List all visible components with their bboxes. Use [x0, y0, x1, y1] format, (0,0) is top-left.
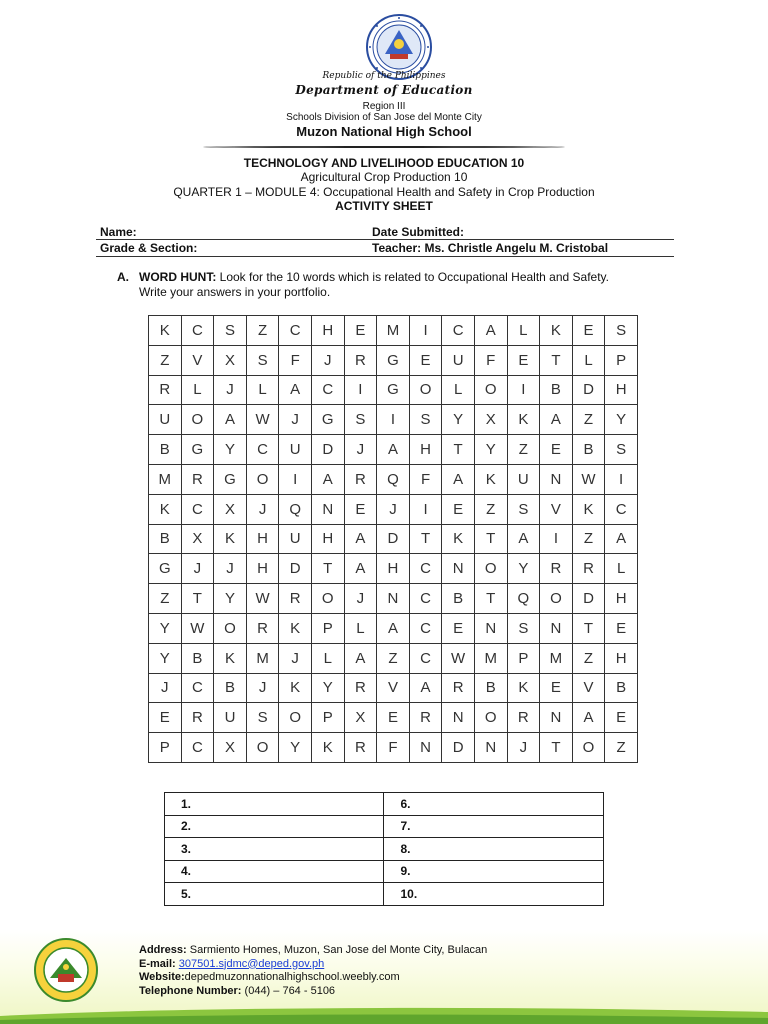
grid-letter: N	[474, 613, 507, 643]
grid-letter: S	[507, 613, 540, 643]
grid-letter: D	[572, 584, 605, 614]
school-logo-icon	[34, 938, 98, 1002]
grid-letter: E	[540, 435, 573, 465]
grid-row	[149, 613, 638, 643]
grid-letter: O	[246, 464, 279, 494]
grid-letter: C	[246, 435, 279, 465]
grid-letter: Y	[214, 435, 247, 465]
website-text: depedmuzonnationalhighschool.weebly.com	[184, 971, 400, 983]
grid-letter: L	[605, 554, 638, 584]
email-label: E-mail:	[139, 957, 176, 970]
school-name: Muzon National High School	[296, 124, 472, 139]
header-divider	[203, 146, 565, 148]
answer-cell[interactable]: 2.	[165, 815, 384, 838]
grid-letter: A	[377, 613, 410, 643]
grid-letter: H	[409, 435, 442, 465]
grid-letter: F	[377, 733, 410, 763]
answer-cell[interactable]: 6.	[384, 793, 604, 816]
grid-letter: K	[279, 673, 312, 703]
grid-letter: H	[605, 375, 638, 405]
grid-letter: C	[409, 554, 442, 584]
grid-letter: C	[442, 316, 475, 346]
grid-row	[149, 375, 638, 405]
grid-letter: O	[214, 613, 247, 643]
grid-row	[149, 584, 638, 614]
grid-letter: I	[377, 405, 410, 435]
grid-letter: J	[344, 435, 377, 465]
grid-letter: C	[409, 613, 442, 643]
grid-letter: R	[344, 733, 377, 763]
grid-letter: G	[181, 435, 214, 465]
grid-letter: V	[377, 673, 410, 703]
grid-letter: U	[279, 524, 312, 554]
grid-letter: S	[409, 405, 442, 435]
grid-letter: V	[540, 494, 573, 524]
grid-row	[149, 405, 638, 435]
phone-label: Telephone Number:	[139, 984, 242, 997]
grid-letter: Z	[572, 524, 605, 554]
grid-letter: I	[344, 375, 377, 405]
grid-letter: O	[181, 405, 214, 435]
grid-letter: T	[311, 554, 344, 584]
grid-letter: A	[377, 435, 410, 465]
grid-letter: E	[344, 316, 377, 346]
grid-letter: X	[214, 345, 247, 375]
grid-letter: W	[442, 643, 475, 673]
grid-letter: J	[279, 405, 312, 435]
grid-letter: T	[474, 524, 507, 554]
grid-letter: L	[246, 375, 279, 405]
grid-letter: V	[572, 673, 605, 703]
grid-letter: R	[572, 554, 605, 584]
grid-letter: B	[540, 375, 573, 405]
grid-letter: E	[605, 703, 638, 733]
grid-letter: A	[605, 524, 638, 554]
answer-cell[interactable]: 10.	[384, 883, 604, 906]
grid-letter: H	[246, 524, 279, 554]
grid-letter: U	[442, 345, 475, 375]
grid-letter: G	[214, 464, 247, 494]
phone-text: (044) – 764 - 5106	[241, 984, 336, 997]
date-submitted-label: Date Submitted:	[372, 225, 465, 239]
grid-letter: A	[409, 673, 442, 703]
grid-letter: P	[605, 345, 638, 375]
grid-letter: C	[181, 673, 214, 703]
grid-letter: E	[605, 613, 638, 643]
grid-letter: R	[507, 703, 540, 733]
grid-letter: A	[311, 464, 344, 494]
grid-letter: O	[572, 733, 605, 763]
sheet-type: ACTIVITY SHEET	[335, 199, 433, 213]
grid-letter: Y	[605, 405, 638, 435]
instruction-text: Look for the 10 words which is related to Occupational Health and Safety.	[216, 270, 609, 284]
grid-letter: K	[279, 613, 312, 643]
grid-letter: I	[540, 524, 573, 554]
grid-letter: B	[572, 435, 605, 465]
grid-letter: L	[442, 375, 475, 405]
grid-letter: T	[181, 584, 214, 614]
grid-letter: Z	[474, 494, 507, 524]
grid-letter: M	[474, 643, 507, 673]
grid-letter: W	[246, 405, 279, 435]
grid-letter: J	[279, 643, 312, 673]
grid-letter: P	[311, 703, 344, 733]
grid-letter: Z	[149, 584, 182, 614]
grid-letter: E	[409, 345, 442, 375]
grid-letter: N	[442, 703, 475, 733]
teacher-label: Teacher: Ms. Christle Angelu M. Cristobal	[372, 241, 609, 255]
grid-letter: R	[409, 703, 442, 733]
grid-letter: B	[181, 643, 214, 673]
grid-letter: J	[214, 375, 247, 405]
grid-letter: S	[246, 345, 279, 375]
grid-letter: O	[474, 375, 507, 405]
grid-letter: A	[540, 405, 573, 435]
grid-letter: H	[605, 643, 638, 673]
department-title: Department of Education	[295, 83, 473, 97]
grid-letter: X	[214, 733, 247, 763]
grid-letter: N	[540, 464, 573, 494]
grid-letter: R	[181, 464, 214, 494]
grid-letter: Z	[377, 643, 410, 673]
grid-letter: M	[149, 464, 182, 494]
grid-row	[149, 435, 638, 465]
grid-letter: N	[409, 733, 442, 763]
grid-letter: T	[474, 584, 507, 614]
grid-letter: N	[442, 554, 475, 584]
grid-letter: W	[572, 464, 605, 494]
grid-letter: O	[540, 584, 573, 614]
grid-letter: K	[149, 494, 182, 524]
grid-letter: S	[246, 703, 279, 733]
grid-letter: H	[377, 554, 410, 584]
answer-cell[interactable]: 8.	[384, 838, 604, 861]
grid-letter: B	[149, 435, 182, 465]
grid-letter: I	[507, 375, 540, 405]
grid-letter: B	[214, 673, 247, 703]
grid-letter: C	[279, 316, 312, 346]
grid-letter: K	[540, 316, 573, 346]
student-info	[96, 224, 674, 256]
grid-letter: R	[279, 584, 312, 614]
grid-letter: O	[474, 554, 507, 584]
grid-letter: K	[311, 733, 344, 763]
subject-title: TECHNOLOGY AND LIVELIHOOD EDUCATION 10	[243, 156, 525, 170]
grid-letter: C	[181, 316, 214, 346]
grid-letter: S	[344, 405, 377, 435]
grid-letter: D	[572, 375, 605, 405]
grid-letter: K	[442, 524, 475, 554]
answer-cell[interactable]: 7.	[384, 815, 604, 838]
grid-letter: M	[377, 316, 410, 346]
grid-letter: S	[605, 316, 638, 346]
grid-letter: Y	[214, 584, 247, 614]
grid-letter: K	[507, 673, 540, 703]
grid-letter: T	[540, 733, 573, 763]
grid-letter: W	[246, 584, 279, 614]
grid-letter: S	[214, 316, 247, 346]
grid-letter: U	[279, 435, 312, 465]
grid-letter: Y	[474, 435, 507, 465]
grid-letter: R	[181, 703, 214, 733]
grid-letter: F	[279, 345, 312, 375]
grid-letter: J	[214, 554, 247, 584]
grid-letter: A	[279, 375, 312, 405]
grid-letter: P	[311, 613, 344, 643]
grid-letter: V	[181, 345, 214, 375]
grid-letter: E	[507, 345, 540, 375]
grid-letter: X	[474, 405, 507, 435]
grid-letter: T	[442, 435, 475, 465]
grid-letter: C	[181, 733, 214, 763]
grid-letter: O	[246, 733, 279, 763]
grid-row	[149, 703, 638, 733]
grid-letter: R	[540, 554, 573, 584]
grid-row	[149, 733, 638, 763]
grid-letter: A	[572, 703, 605, 733]
grid-letter: K	[572, 494, 605, 524]
grid-letter: P	[507, 643, 540, 673]
grid-letter: D	[311, 435, 344, 465]
grid-letter: M	[540, 643, 573, 673]
grid-letter: P	[149, 733, 182, 763]
grid-letter: L	[507, 316, 540, 346]
grid-letter: D	[279, 554, 312, 584]
grid-letter: D	[377, 524, 410, 554]
grid-letter: H	[311, 316, 344, 346]
grid-letter: O	[474, 703, 507, 733]
grid-letter: D	[442, 733, 475, 763]
grid-letter: F	[474, 345, 507, 375]
grid-letter: X	[181, 524, 214, 554]
grid-letter: J	[246, 673, 279, 703]
grid-letter: I	[605, 464, 638, 494]
grid-letter: L	[344, 613, 377, 643]
grid-letter: H	[605, 584, 638, 614]
grid-letter: Q	[279, 494, 312, 524]
answer-table	[164, 792, 604, 906]
grid-letter: R	[344, 345, 377, 375]
grid-letter: U	[507, 464, 540, 494]
grid-letter: R	[149, 375, 182, 405]
website-label: Website:	[139, 971, 185, 983]
grid-letter: G	[377, 375, 410, 405]
item-letter: A.	[117, 270, 129, 284]
grid-letter: E	[344, 494, 377, 524]
grid-letter: H	[246, 554, 279, 584]
grid-row	[149, 345, 638, 375]
grid-letter: Z	[507, 435, 540, 465]
grid-letter: G	[149, 554, 182, 584]
grid-letter: E	[149, 703, 182, 733]
region-text: Region III	[362, 101, 406, 112]
module-title: QUARTER 1 – MODULE 4: Occupational Health and Safety in Crop Production	[173, 185, 595, 199]
grid-letter: N	[474, 733, 507, 763]
grid-letter: H	[311, 524, 344, 554]
address-text: Sarmiento Homes, Muzon, San Jose del Monte City, Bulacan	[186, 944, 488, 956]
grid-letter: J	[149, 673, 182, 703]
grid-letter: K	[214, 643, 247, 673]
grid-letter: C	[311, 375, 344, 405]
grid-letter: J	[246, 494, 279, 524]
grid-letter: E	[377, 703, 410, 733]
grid-letter: Z	[605, 733, 638, 763]
grid-letter: T	[540, 345, 573, 375]
grid-letter: E	[442, 613, 475, 643]
word-search-grid	[148, 315, 638, 763]
grid-row	[149, 643, 638, 673]
grid-letter: Q	[377, 464, 410, 494]
grid-letter: E	[572, 316, 605, 346]
grid-letter: B	[149, 524, 182, 554]
grid-letter: M	[246, 643, 279, 673]
instruction-line2: Write your answers in your portfolio.	[139, 285, 331, 299]
contact-block	[139, 944, 487, 998]
grid-letter: N	[377, 584, 410, 614]
republic-text: Republic of the Philippines	[322, 71, 446, 81]
course-title: Agricultural Crop Production 10	[300, 170, 468, 184]
grid-letter: J	[377, 494, 410, 524]
grid-letter: R	[344, 464, 377, 494]
grid-letter: C	[181, 494, 214, 524]
grid-letter: G	[377, 345, 410, 375]
grid-letter: K	[507, 405, 540, 435]
grid-letter: L	[572, 345, 605, 375]
grid-letter: J	[344, 584, 377, 614]
grid-letter: O	[409, 375, 442, 405]
grid-letter: J	[507, 733, 540, 763]
grid-letter: B	[474, 673, 507, 703]
grid-letter: A	[442, 464, 475, 494]
instruction-title: WORD HUNT:	[139, 270, 217, 284]
name-label: Name:	[100, 225, 137, 239]
answer-cell[interactable]: 3.	[165, 838, 384, 861]
grid-letter: I	[279, 464, 312, 494]
grid-letter: W	[181, 613, 214, 643]
grid-letter: K	[474, 464, 507, 494]
grid-letter: B	[442, 584, 475, 614]
grid-letter: G	[311, 405, 344, 435]
grid-row	[149, 673, 638, 703]
grid-letter: A	[344, 643, 377, 673]
email-link[interactable]: 307501.sjdmc@deped.gov.ph	[178, 957, 325, 970]
grid-letter: J	[181, 554, 214, 584]
grid-letter: C	[409, 584, 442, 614]
grid-letter: Y	[311, 673, 344, 703]
grid-letter: E	[540, 673, 573, 703]
grid-letter: K	[149, 316, 182, 346]
grid-letter: R	[344, 673, 377, 703]
answer-cell[interactable]: 9.	[384, 860, 604, 883]
grid-letter: X	[344, 703, 377, 733]
grid-letter: A	[474, 316, 507, 346]
grade-section-label: Grade & Section:	[100, 241, 198, 255]
footer-swoosh	[0, 1002, 768, 1024]
address-label: Address:	[139, 944, 187, 956]
grid-letter: N	[540, 703, 573, 733]
grid-letter: R	[442, 673, 475, 703]
grid-letter: C	[605, 494, 638, 524]
grid-letter: L	[311, 643, 344, 673]
grid-letter: Z	[149, 345, 182, 375]
grid-letter: Z	[246, 316, 279, 346]
grid-letter: R	[246, 613, 279, 643]
grid-letter: S	[507, 494, 540, 524]
grid-letter: Q	[507, 584, 540, 614]
grid-letter: Z	[572, 643, 605, 673]
grid-row	[149, 494, 638, 524]
grid-letter: F	[409, 464, 442, 494]
grid-letter: A	[214, 405, 247, 435]
grid-letter: A	[507, 524, 540, 554]
grid-letter: O	[279, 703, 312, 733]
grid-letter: U	[149, 405, 182, 435]
grid-letter: N	[311, 494, 344, 524]
grid-letter: T	[572, 613, 605, 643]
grid-letter: Y	[279, 733, 312, 763]
info-divider-bottom	[96, 256, 674, 257]
grid-letter: A	[344, 524, 377, 554]
grid-letter: L	[181, 375, 214, 405]
answer-cell[interactable]: 5.	[165, 883, 384, 906]
grid-letter: K	[214, 524, 247, 554]
grid-row	[149, 316, 638, 346]
grid-letter: Y	[149, 643, 182, 673]
grid-letter: E	[442, 494, 475, 524]
grid-letter: Y	[149, 613, 182, 643]
grid-letter: Y	[442, 405, 475, 435]
grid-letter: N	[540, 613, 573, 643]
grid-letter: C	[409, 643, 442, 673]
grid-letter: B	[605, 673, 638, 703]
grid-letter: Y	[507, 554, 540, 584]
grid-letter: T	[409, 524, 442, 554]
grid-letter: J	[311, 345, 344, 375]
grid-letter: X	[214, 494, 247, 524]
grid-row	[149, 554, 638, 584]
division-text: Schools Division of San Jose del Monte City	[286, 112, 482, 123]
grid-letter: I	[409, 316, 442, 346]
grid-letter: U	[214, 703, 247, 733]
grid-letter: Z	[572, 405, 605, 435]
grid-letter: A	[344, 554, 377, 584]
grid-letter: I	[409, 494, 442, 524]
answer-cell[interactable]: 4.	[165, 860, 384, 883]
grid-letter: O	[311, 584, 344, 614]
grid-letter: S	[605, 435, 638, 465]
grid-row	[149, 464, 638, 494]
grid-row	[149, 524, 638, 554]
word-hunt-instruction	[117, 270, 677, 300]
answer-cell[interactable]: 1.	[165, 793, 384, 816]
